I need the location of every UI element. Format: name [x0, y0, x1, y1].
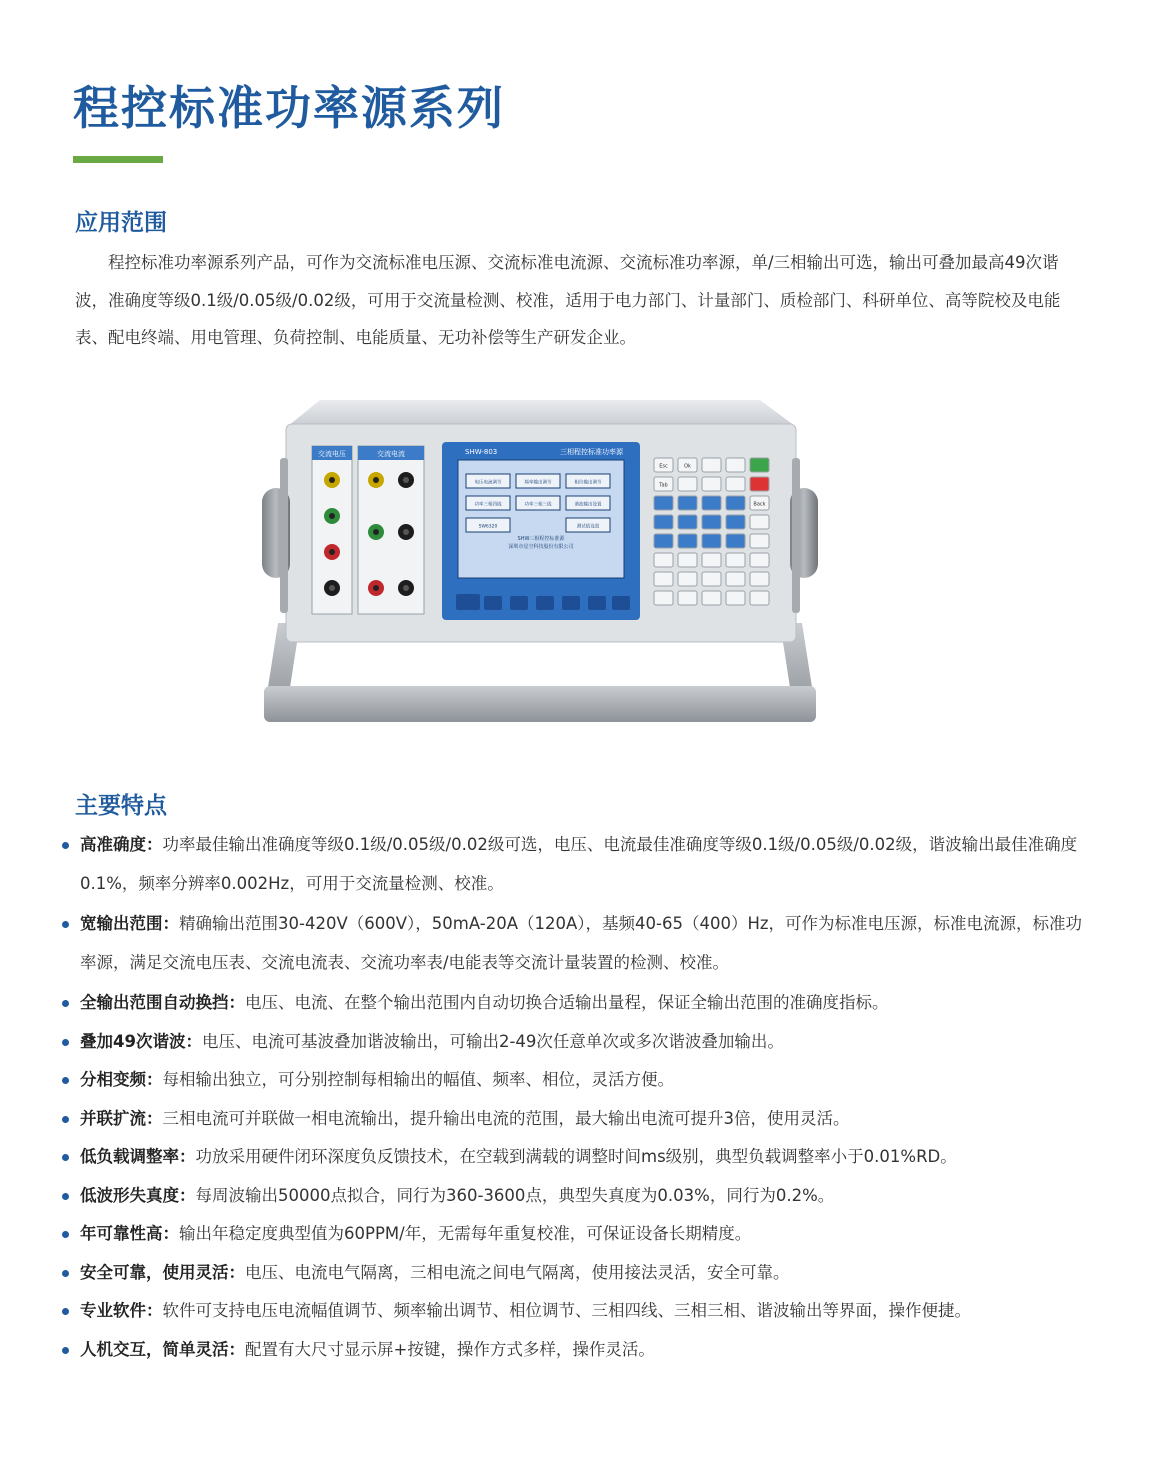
screen-menu-button-label: 频率输出调节 — [524, 480, 552, 486]
feature-label: 全输出范围自动换挡： — [80, 993, 245, 1012]
keypad-key — [702, 572, 721, 586]
feature-label: 低负载调整率： — [80, 1147, 196, 1166]
keypad-key-label: Back — [753, 501, 766, 508]
keypad-key — [654, 591, 673, 605]
feature-list — [62, 826, 1092, 1369]
feature-text: 软件可支持电压电流幅值调节、频率输出调节、相位调节、三相四线、三相三相、谐波输出等界面，操作便捷。 — [162, 1301, 971, 1320]
bullet-icon — [62, 1039, 69, 1046]
keypad-key-label: Tab — [659, 482, 668, 489]
feature-item — [62, 826, 1092, 903]
feature-item — [62, 984, 1092, 1023]
keypad-key — [678, 534, 697, 548]
keypad-key — [726, 496, 745, 510]
feature-item — [62, 1023, 1092, 1062]
device-name: 三相程控标准功率源 — [560, 448, 623, 456]
feature-label: 宽输出范围： — [80, 914, 179, 933]
feature-text: 电压、电流可基波叠加谐波输出，可输出2-49次任意单次或多次谐波叠加输出。 — [201, 1031, 784, 1051]
feature-text: 电压、电流电气隔离，三相电流之间电气隔离，使用接法灵活，安全可靠。 — [245, 1262, 790, 1282]
keypad-key — [654, 553, 673, 567]
screen-menu-button-label: 电压电流调节 — [474, 480, 502, 486]
feature-item — [62, 1331, 1092, 1370]
keypad-key — [654, 534, 673, 548]
current-terminal-panel — [358, 446, 424, 614]
feature-text: 每周波输出50000点拟合，同行为360-3600点，典型失真度为0.03%，同行为0.2%。 — [195, 1185, 835, 1205]
keypad-key — [726, 534, 745, 548]
feature-text: 精确输出范围30-420V（600V），50mA-20A（120A），基频40-65（400）Hz，可作为标准电压源，标准电流源，标准功率源，满足交流电压表、交流电流表、交流功率表/电能表等交流计量装置的检测、校准。 — [80, 914, 1083, 972]
page-title: 程控标准功率源系列 — [73, 81, 505, 135]
feature-item — [62, 1061, 1092, 1100]
keypad-key — [750, 477, 769, 491]
feature-text: 功放采用硬件闭环深度负反馈技术，在空载到满载的调整时间ms级别，典型负载调整率小于0.01%RD。 — [195, 1147, 957, 1166]
features-heading: 主要特点 — [75, 793, 167, 819]
bullet-icon — [62, 1270, 69, 1277]
device-model: SHW-803 — [465, 448, 498, 456]
feature-item — [62, 1292, 1092, 1331]
feature-label: 年可靠性高： — [80, 1224, 179, 1243]
keypad-key — [750, 534, 769, 548]
keypad-key — [726, 572, 745, 586]
feature-item — [62, 1254, 1092, 1293]
keypad-key — [702, 534, 721, 548]
keypad-key — [702, 591, 721, 605]
voltage-panel-label: 交流电压 — [318, 450, 346, 458]
keypad-key — [654, 515, 673, 529]
feature-text: 每相输出独立，可分别控制每相输出的幅值、频率、相位，灵活方便。 — [162, 1070, 674, 1089]
current-panel-label: 交流电流 — [377, 450, 405, 458]
keypad-key-label: Esc — [659, 463, 668, 470]
screen-menu-button-label: SW6320 — [478, 524, 498, 530]
device-top — [288, 400, 795, 426]
screen-menu-button-label: 谐波输出设置 — [574, 502, 602, 508]
screen-company-line-2: 深圳市星空科技股份有限公司 — [508, 544, 574, 550]
keypad-key — [678, 591, 697, 605]
application-heading: 应用范围 — [75, 210, 167, 236]
bullet-icon — [62, 1193, 69, 1200]
feature-label: 人机交互，简单灵活： — [80, 1339, 245, 1359]
feature-item — [62, 1177, 1092, 1216]
keypad-key — [678, 553, 697, 567]
bullet-icon — [62, 1116, 69, 1123]
screen-menu-button-label: 功率三相四线 — [474, 502, 502, 508]
keypad-key — [726, 477, 745, 491]
keypad-key — [750, 572, 769, 586]
feature-label: 低波形失真度： — [80, 1185, 196, 1205]
keypad-key — [678, 496, 697, 510]
keypad-key — [654, 496, 673, 510]
feature-text: 配置有大尺寸显示屏+按键，操作方式多样，操作灵活。 — [245, 1339, 655, 1359]
bullet-icon — [62, 1000, 69, 1007]
bullet-icon — [62, 1308, 69, 1315]
feature-label: 安全可靠，使用灵活： — [80, 1262, 245, 1282]
application-text: 程控标准功率源系列产品，可作为交流标准电压源、交流标准电流源、交流标准功率源，单/三相输出可选，输出可叠加最高49次谐波，准确度等级0.1级/0.05级/0.02级，可用于交流量检测、校准，适用于电力部门、计量部门、质检部门、科研单位、高等院校及电能表、配电终端、用电管理、负荷控制、电能质量、无功补偿等生产研发企业。 — [75, 253, 1061, 347]
keypad-key — [702, 477, 721, 491]
keypad-key — [750, 458, 769, 472]
stand-bar — [264, 686, 816, 722]
bullet-icon — [62, 1347, 69, 1354]
feature-label: 叠加49次谐波： — [80, 1031, 202, 1051]
keypad-key — [726, 458, 745, 472]
feature-text: 输出年稳定度典型值为60PPM/年，无需每年重复校准，可保证设备长期精度。 — [179, 1224, 752, 1243]
feature-item — [62, 905, 1092, 982]
bullet-icon — [62, 1231, 69, 1238]
feature-label: 并联扩流： — [80, 1108, 163, 1128]
screen-menu-button-label: 功率三相三线 — [524, 502, 552, 508]
keypad-key — [702, 496, 721, 510]
keypad-key — [678, 515, 697, 529]
keypad-key — [726, 515, 745, 529]
bullet-icon — [62, 1077, 69, 1084]
screen-menu-button-label: 相位输出调节 — [574, 480, 602, 486]
screen-menu-button-label: 测试值设置 — [576, 524, 600, 530]
feature-item — [62, 1215, 1092, 1254]
feature-text: 三相电流可并联做一相电流输出，提升输出电流的范围，最大输出电流可提升3倍，使用灵活。 — [162, 1108, 850, 1128]
keypad-key — [750, 591, 769, 605]
keypad-key — [702, 515, 721, 529]
feature-text: 电压、电流、在整个输出范围内自动切换合适输出量程，保证全输出范围的准确度指标。 — [245, 993, 889, 1012]
keypad-key — [726, 553, 745, 567]
screen-company-line-1: SHW三相程控标准源 — [517, 536, 565, 542]
keypad-key — [702, 553, 721, 567]
bullet-icon — [62, 842, 69, 849]
keypad-key — [702, 458, 721, 472]
title-underline — [73, 156, 163, 163]
bullet-icon — [62, 1154, 69, 1161]
keypad-key — [750, 515, 769, 529]
feature-label: 高准确度： — [80, 835, 163, 854]
feature-label: 专业软件： — [80, 1301, 163, 1320]
keypad-key — [678, 477, 697, 491]
keypad-key — [726, 591, 745, 605]
feature-item — [62, 1138, 1092, 1177]
feature-label: 分相变频： — [80, 1070, 163, 1089]
feature-item — [62, 1100, 1092, 1139]
keypad-key — [654, 572, 673, 586]
feature-text: 功率最佳输出准确度等级0.1级/0.05级/0.02级可选，电压、电流最佳准确度等级0.1级/0.05级/0.02级，谐波输出最佳准确度0.1%，频率分辨率0.002Hz，可用于交流量检测、校准。 — [80, 835, 1078, 893]
bullet-icon — [62, 921, 69, 928]
keypad-key — [750, 553, 769, 567]
power-source-device-image — [260, 398, 820, 728]
keypad-key-label: Ok — [684, 463, 691, 470]
keypad-key — [678, 572, 697, 586]
